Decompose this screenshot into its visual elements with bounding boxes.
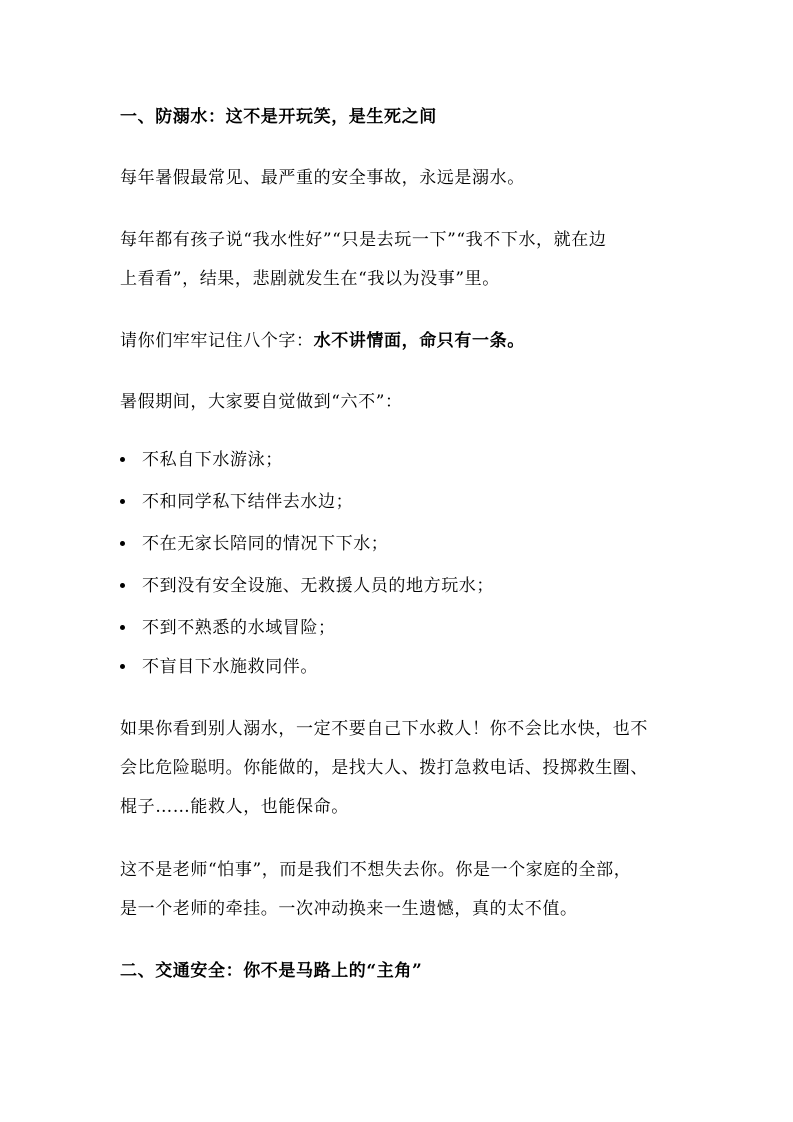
eight-words-prefix: 请你们牢牢记住八个字： <box>120 331 314 351</box>
paragraph-rescue-line-2: 会比危险聪明。你能做的，是找大人、拨打急救电话、投掷救生圈、 <box>120 758 648 778</box>
list-item <box>142 618 336 638</box>
bullet-icon <box>120 583 125 588</box>
list-item <box>142 492 353 512</box>
section-heading-traffic: 二、交通安全：你不是马路上的“主角” <box>120 961 423 981</box>
eight-words-emphasis: 水不讲情面，命只有一条。 <box>313 331 525 351</box>
paragraph-eight-words <box>120 331 525 351</box>
bullet-icon <box>120 541 125 546</box>
paragraph-rescue-line-1: 如果你看到别人溺水，一定不要自己下水救人！你不会比水快，也不 <box>120 719 648 739</box>
paragraph-excuses-line-2: 上看看”，结果，悲剧就发生在“我以为没事”里。 <box>120 269 500 289</box>
section-heading-drowning: 一、防溺水：这不是开玩笑，是生死之间 <box>120 107 437 127</box>
list-item <box>142 534 388 554</box>
list-item-text: 不在无家长陪同的情况下下水； <box>142 534 389 554</box>
list-item-text: 不和同学私下结伴去水边； <box>142 492 354 512</box>
list-item <box>142 657 318 677</box>
list-item-text: 不私自下水游泳； <box>142 450 283 470</box>
paragraph-six-nots-intro: 暑假期间，大家要自觉做到“六不”： <box>120 392 403 412</box>
bullet-icon <box>120 625 125 630</box>
paragraph-summer-accidents: 每年暑假最常见、最严重的安全事故，永远是溺水。 <box>120 168 525 188</box>
bullet-icon <box>120 457 125 462</box>
list-item-text: 不到不熟悉的水域冒险； <box>142 618 336 638</box>
bullet-icon <box>120 664 125 669</box>
bullet-icon <box>120 499 125 504</box>
list-item <box>142 576 494 596</box>
list-item <box>142 450 283 470</box>
list-item-text: 不盲目下水施救同伴。 <box>142 657 318 677</box>
paragraph-excuses-line-1: 每年都有孩子说“我水性好”“只是去玩一下”“我不下水，就在边 <box>120 230 607 250</box>
paragraph-teacher-care-line-1: 这不是老师“怕事”，而是我们不想失去你。你是一个家庭的全部， <box>120 860 632 880</box>
paragraph-teacher-care-line-2: 是一个老师的牵挂。一次冲动换来一生遗憾，真的太不值。 <box>120 899 578 919</box>
list-item-text: 不到没有安全设施、无救援人员的地方玩水； <box>142 576 494 596</box>
paragraph-rescue-line-3: 棍子……能救人，也能保命。 <box>120 797 349 817</box>
